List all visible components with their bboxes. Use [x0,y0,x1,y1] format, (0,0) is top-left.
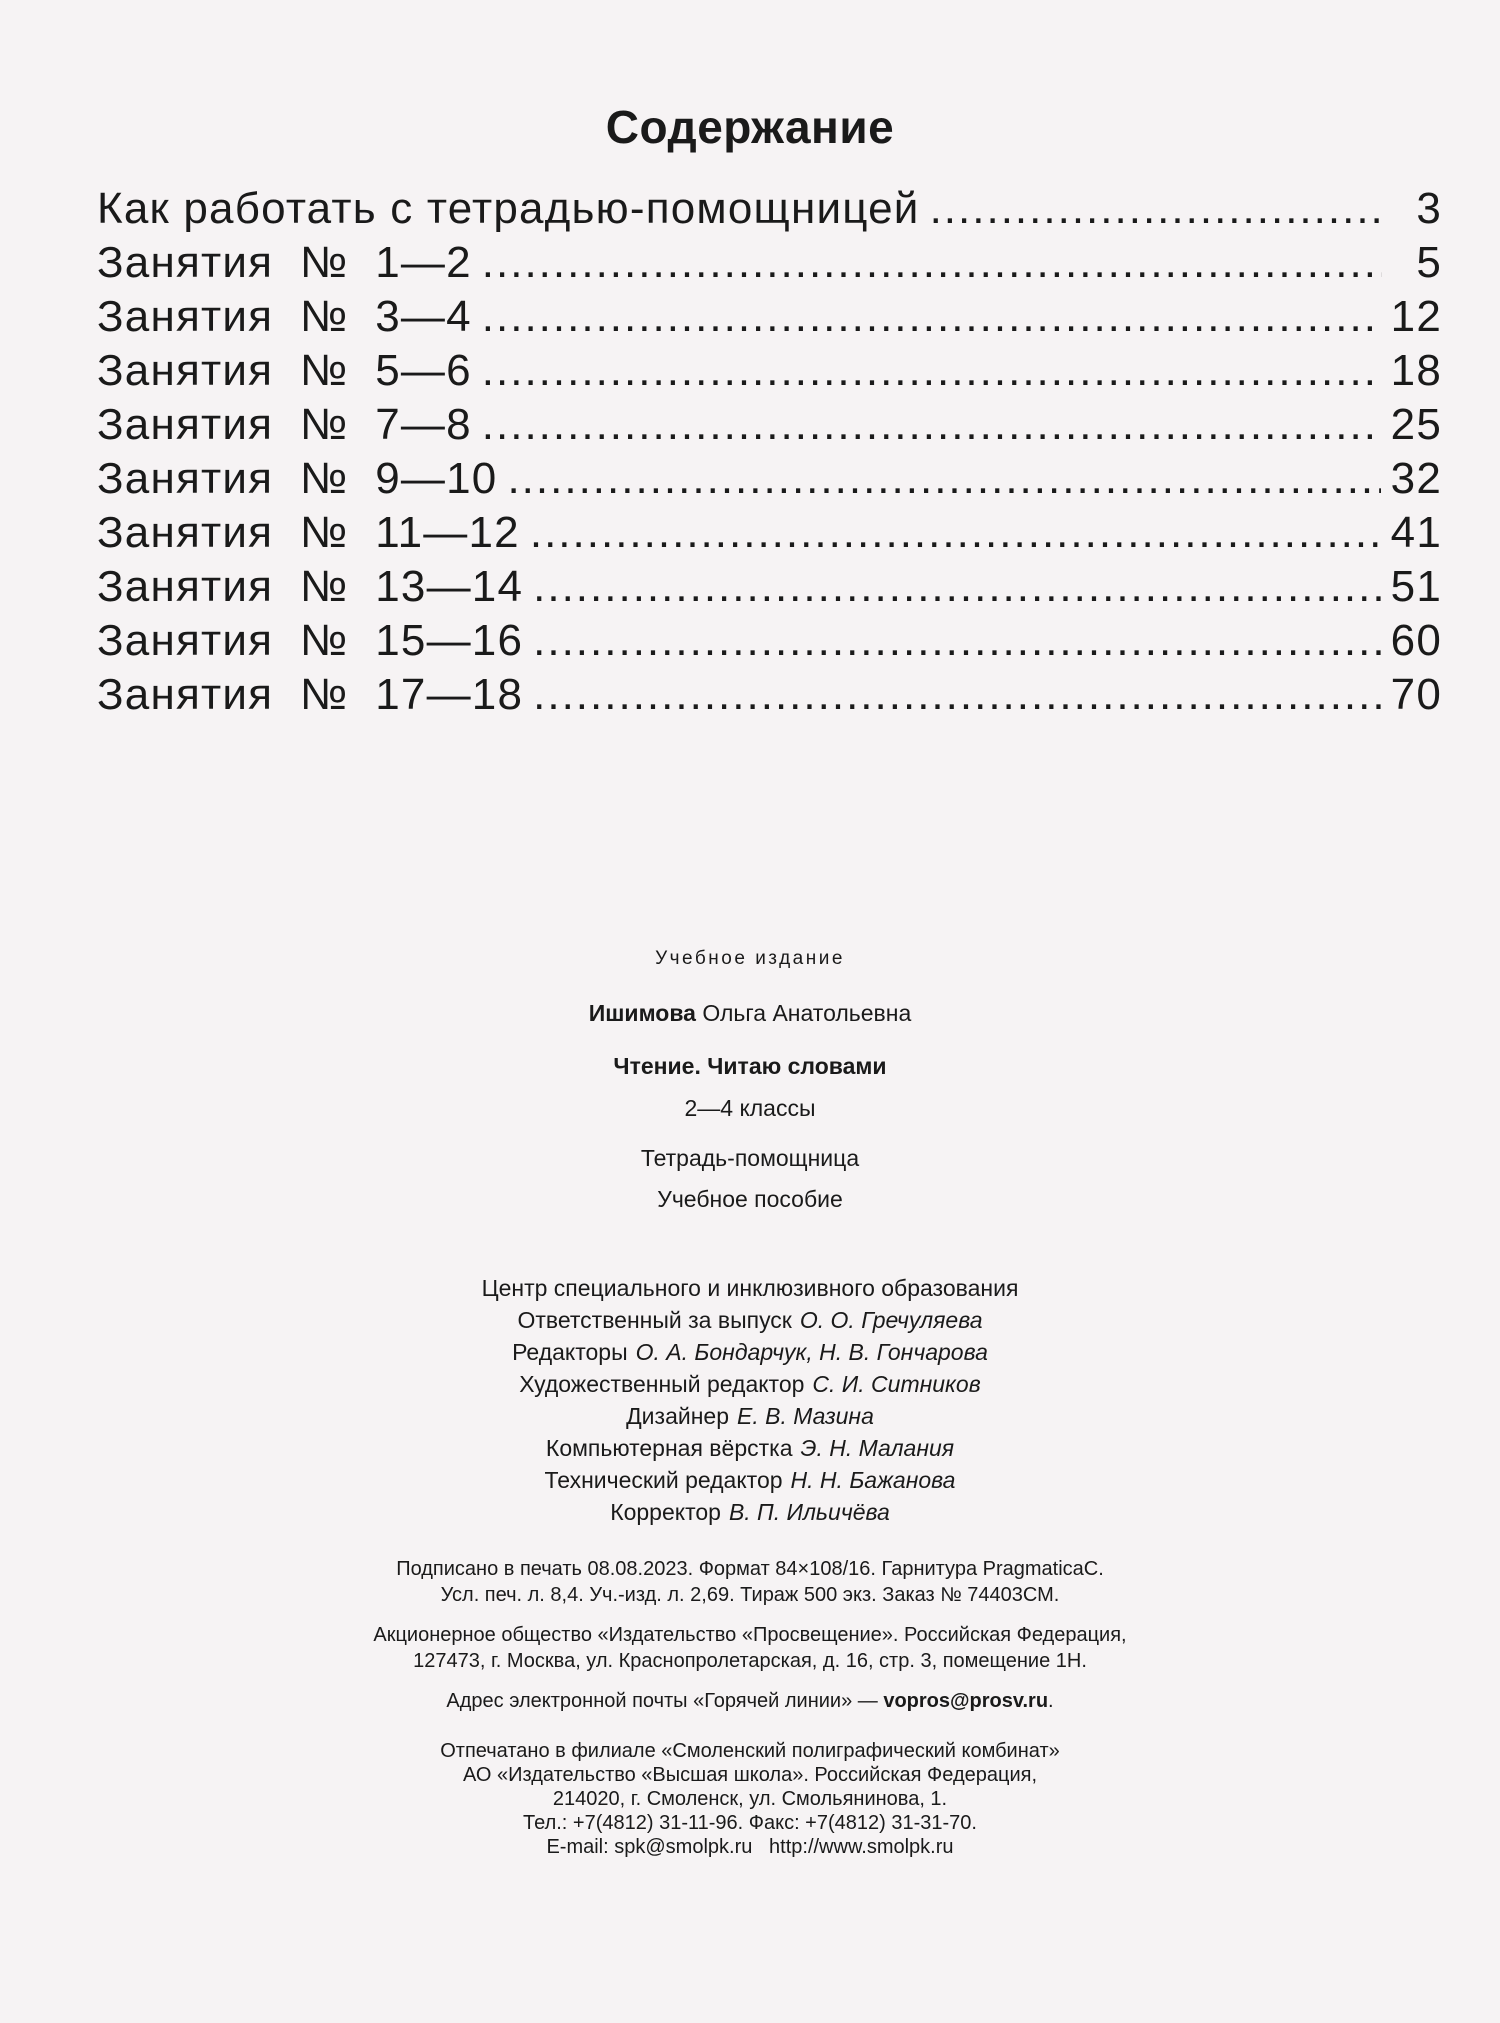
staff-line [0,1467,1500,1494]
staff-line [0,1307,1500,1334]
publisher-line-1: Акционерное общество «Издательство «Просвещение». Российская Федерация, [373,1624,1127,1646]
staff-line [0,1403,1500,1430]
printer-line-3: 214020, г. Смоленск, ул. Смольянинова, 1. [552,1788,948,1810]
staff-line [0,1499,1500,1526]
toc-entry [97,454,1442,508]
toc-entry-page: 18 [1390,346,1442,395]
toc-leader-dots [482,292,1381,342]
staff-name: С. И. Ситников [812,1371,981,1397]
toc-entry [97,562,1442,616]
toc-entry-label: Занятия № 9—10 [97,454,498,503]
toc-leader-dots [533,616,1381,666]
staff-name: Е. В. Мазина [737,1403,874,1429]
toc-entry [97,238,1442,292]
toc-entry-label: Занятия № 11—12 [97,508,520,557]
staff-role: Дизайнер [626,1403,729,1429]
toc-leader-dots [482,346,1381,396]
staff-role: Ответственный за выпуск [517,1307,792,1333]
toc-entry-page: 51 [1390,562,1442,611]
toc-entry [97,292,1442,346]
printer-line-2: АО «Издательство «Высшая школа». Российская Федерация, [462,1764,1037,1786]
toc-leader-dots [533,670,1381,720]
center-name: Центр специального и инклюзивного образования [481,1275,1019,1301]
printer-line-1: Отпечатано в филиале «Смоленский полиграфический комбинат» [440,1740,1060,1762]
book-title [0,1053,1500,1080]
print-info-2: Усл. печ. л. 8,4. Уч.-изд. л. 2,69. Тираж 500 экз. Заказ № 74403СМ. [440,1584,1060,1606]
staff-name: Н. Н. Бажанова [790,1467,956,1493]
manual-type: Учебное пособие [657,1186,843,1212]
toc-leader-dots [482,400,1381,450]
toc-entry [97,184,1442,238]
book-title-part2: Читаю словами [707,1053,887,1079]
hotline-label: Адрес электронной почты «Горячей линии» — [446,1690,884,1712]
toc-title: Содержание [605,101,895,153]
staff-name: Э. Н. Малания [800,1435,955,1461]
toc-leader-dots [930,184,1382,234]
author [0,1000,1500,1027]
staff-name: О. А. Бондарчук, Н. В. Гончарова [635,1339,988,1365]
grades: 2—4 классы [684,1095,816,1121]
print-info-1: Подписано в печать 08.08.2023. Формат 84×108/16. Гарнитура PragmaticaC. [396,1558,1104,1580]
toc-entry-label: Занятия № 17—18 [97,670,524,719]
toc-entry-page: 60 [1390,616,1442,665]
toc-entry-label: Как работать с тетрадью-помощницей [97,184,920,233]
author-surname: Ишимова [588,1000,696,1026]
toc-entry-page: 41 [1390,508,1442,557]
toc-entry [97,616,1442,670]
toc-leader-dots [533,562,1381,612]
hotline [0,1690,1500,1713]
toc-entry [97,508,1442,562]
toc-entry-page: 25 [1390,400,1442,449]
book-title-part1: Чтение. [613,1053,701,1079]
toc-entry-page: 5 [1416,238,1442,287]
staff-name: О. О. Гречуляева [799,1307,983,1333]
toc-entry-page: 12 [1390,292,1442,341]
toc-entry [97,400,1442,454]
toc-entry-label: Занятия № 13—14 [97,562,524,611]
toc-entry-page: 32 [1390,454,1442,503]
hotline-end: . [1048,1690,1054,1712]
hotline-email: vopros@prosv.ru [883,1690,1049,1712]
staff-name: В. П. Ильичёва [728,1499,890,1525]
publisher-line-2: 127473, г. Москва, ул. Краснопролетарская, д. 16, стр. 3, помещение 1Н. [413,1650,1087,1672]
staff-role: Редакторы [512,1339,628,1365]
toc-leader-dots [530,508,1381,558]
staff-role: Компьютерная вёрстка [545,1435,793,1461]
staff-role: Корректор [610,1499,721,1525]
book-type: Тетрадь-помощница [640,1145,860,1171]
edition-type: Учебное издание [655,948,845,969]
toc-entry-page: 3 [1416,184,1442,233]
staff-role: Технический редактор [544,1467,783,1493]
table-of-contents [97,184,1442,724]
staff-line [0,1435,1500,1462]
toc-leader-dots [507,454,1380,504]
printer-line-4: Тел.: +7(4812) 31-11-96. Факс: +7(4812) 31-31-70. [523,1812,977,1834]
toc-entry-label: Занятия № 15—16 [97,616,524,665]
author-name: Ольга Анатольевна [702,1000,912,1026]
toc-entry-label: Занятия № 1—2 [97,238,472,287]
toc-leader-dots [482,238,1382,288]
staff-line [0,1339,1500,1366]
staff-role: Художественный редактор [519,1371,805,1397]
toc-entry-label: Занятия № 3—4 [97,292,472,341]
printer-line-5: E-mail: spk@smolpk.ru http://www.smolpk.ru [546,1836,954,1858]
toc-entry-label: Занятия № 5—6 [97,346,472,395]
staff-line [0,1371,1500,1398]
toc-entry-page: 70 [1390,670,1442,719]
toc-entry [97,670,1442,724]
toc-entry-label: Занятия № 7—8 [97,400,472,449]
toc-entry [97,346,1442,400]
